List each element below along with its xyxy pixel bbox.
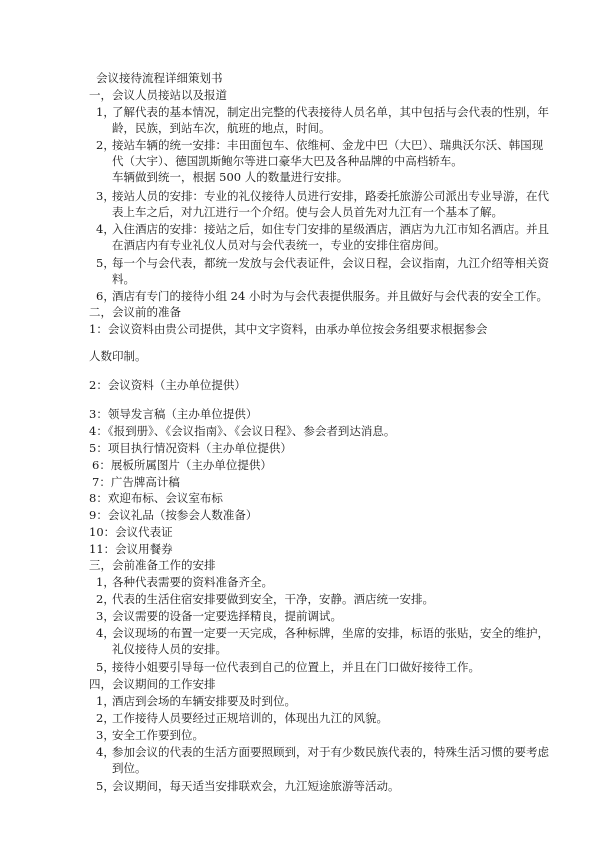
section2-item: 5：项目执行情况资料（主办单位提供） — [89, 441, 292, 455]
item-text-line: 参加会议的代表的生活方面要照顾到，对于有少数民族代表的，特殊生活习惯的要考虑 — [112, 745, 549, 759]
item-number: 1， — [96, 575, 115, 589]
section2-item-1-line: 人数印制。 — [89, 349, 147, 363]
item-number: 2， — [96, 711, 115, 725]
section2-item-2: 2：会议资料（主办单位提供） — [89, 378, 246, 392]
item-number: 4， — [96, 626, 115, 640]
item-text-line: 代（大宇）、德国凯斯鲍尔等进口豪华大巴及各种品牌的中高档轿车。 — [112, 154, 463, 168]
item-text-line: 在酒店内有专业礼仪人员对与会代表统一，专业的安排住宿房间。 — [112, 238, 446, 252]
item-text-line: 了解代表的基本情况，制定出完整的代表接待人员名单，其中包括与会代表的性别，年 — [112, 105, 549, 119]
item-text-line: 到位。 — [112, 761, 147, 775]
item-text-line: 接待小姐要引导每一位代表到自己的位置上，并且在门口做好接待工作。 — [112, 660, 480, 674]
item-text-line: 礼仪接待人员的安排。 — [112, 642, 227, 656]
item-text-line: 入住酒店的安排：接站之后，如住专门安排的星级酒店，酒店为九江市知名酒店。并且 — [112, 222, 549, 236]
section4-heading: 四，会议期间的工作安排 — [89, 677, 216, 691]
item-number: 4， — [96, 745, 115, 759]
item-number: 2， — [96, 138, 115, 152]
item-text-line: 工作接待人员要经过正规培训的，体现出九江的风貌。 — [112, 711, 388, 725]
item-text-line: 各种代表需要的资料准备齐全。 — [112, 575, 273, 589]
item-number: 4， — [96, 222, 115, 236]
item-number: 3， — [96, 728, 115, 742]
item-number: 1， — [96, 694, 115, 708]
item-text-line: 接站人员的安排：专业的礼仪接待人员进行安排，路委托旅游公司派出专业导游，在代 — [112, 189, 549, 203]
item-text-line: 安全工作要到位。 — [112, 728, 204, 742]
item-number: 3， — [96, 189, 115, 203]
section2-item: 4：《报到册》、《会议指南》、《会议日程》、参会者到达消息。 — [89, 424, 396, 438]
item-text-line: 车辆做到统一，根据 500 人的数量进行安排。 — [112, 170, 349, 184]
item-text-line: 龄，民族，到站车次，航班的地点，时间。 — [112, 121, 331, 135]
item-text-line: 会议现场的布置一定要一天完成，各种标牌，坐席的安排，标语的张贴，安全的维护， — [112, 626, 549, 640]
document-title: 会议接待流程详细策划书 — [96, 71, 223, 85]
section2-item: 3：领导发言稿（主办单位提供） — [89, 407, 258, 421]
item-text-line: 每一个与会代表，都统一发放与会代表证件，会议日程，会议指南，九江介绍等相关资 — [112, 256, 549, 270]
section2-item: 11：会议用餐券 — [89, 542, 173, 556]
section2-item: 6：展板所属图片（主办单位提供） — [92, 458, 272, 472]
item-number: 5， — [96, 660, 115, 674]
section2-item: 9：会议礼品（按参会人数准备） — [89, 508, 258, 522]
item-text-line: 会议期间，每天适当安排联欢会，九江短途旅游等活动。 — [112, 779, 400, 793]
item-text-line: 酒店到会场的车辆安排要及时到位。 — [112, 694, 296, 708]
item-text-line: 会议需要的设备一定要选择精良，提前调试。 — [112, 609, 342, 623]
section2-item: 7：广告牌高计稿 — [92, 475, 180, 489]
section3-heading: 三，会前准备工作的安排 — [89, 558, 216, 572]
section2-item: 10：会议代表证 — [89, 525, 173, 539]
item-text-line: 代表的生活住宿安排要做到安全，干净，安静。酒店统一安排。 — [112, 592, 434, 606]
section2-item-1-line: 1：会议资料由贵公司提供，其中文字资料，由承办单位按会务组要求根据参会 — [89, 322, 488, 336]
item-text-line: 表上车之后，对九江进行一个介绍。使与会人员首先对九江有一个基本了解。 — [112, 205, 503, 219]
item-text-line: 酒店有专门的接待小组 24 小时为与会代表提供服务。并且做好与会代表的安全工作。 — [112, 289, 548, 303]
item-number: 5， — [96, 779, 115, 793]
item-number: 5， — [96, 256, 115, 270]
item-number: 3， — [96, 609, 115, 623]
item-number: 1， — [96, 105, 115, 119]
section2-heading: 二，会议前的准备 — [89, 305, 181, 319]
item-text-line: 料。 — [112, 272, 135, 286]
item-number: 6， — [96, 289, 115, 303]
section1-heading: 一，会议人员接站以及报道 — [89, 88, 227, 102]
section2-item: 8：欢迎布标、会议室布标 — [89, 491, 223, 505]
item-text-line: 接站车辆的统一安排：丰田面包车、依维柯、金龙中巴（大巴）、瑞典沃尔沃、韩国现 — [112, 138, 544, 152]
item-number: 2， — [96, 592, 115, 606]
